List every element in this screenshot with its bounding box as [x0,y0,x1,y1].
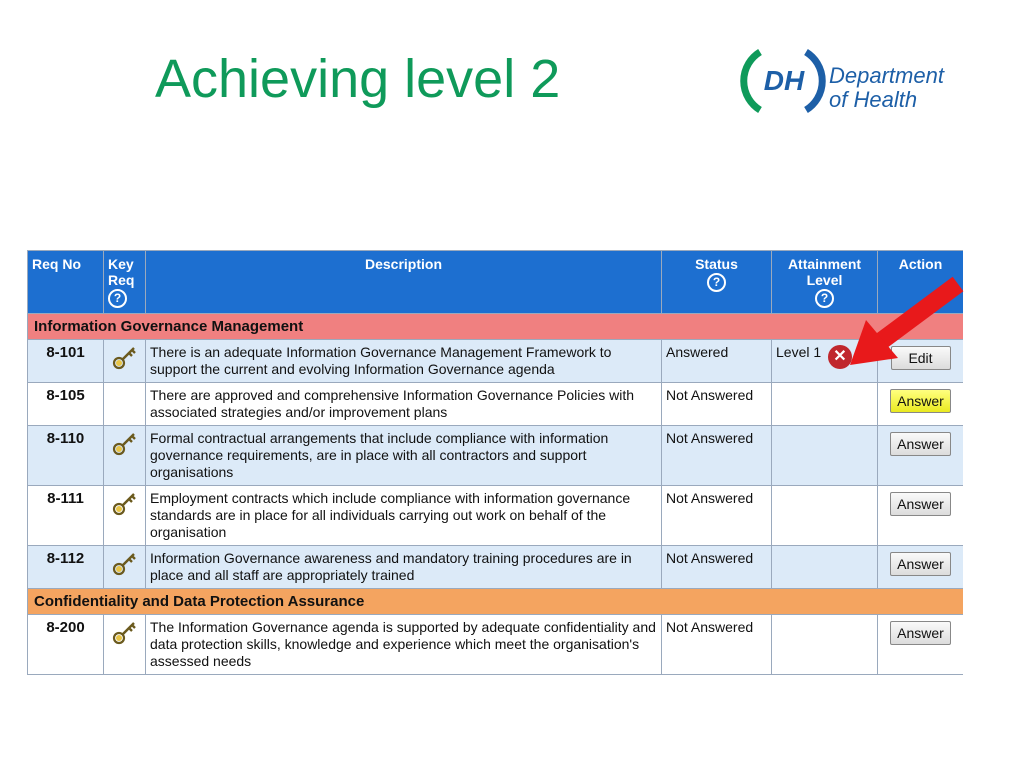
logo-text-department: Department [829,63,944,88]
status-value: Not Answered [662,546,772,589]
req-number: 8-110 [28,426,104,486]
requirement-description: Formal contractual arrangements that include compliance with information governance requirements, are in place with all contractors and support organisations [146,426,662,486]
section-header-ig-management: Information Governance Management [28,314,964,340]
svg-text:DH: DH [763,65,805,96]
header-key-req[interactable]: Key Req ? [104,251,146,314]
attainment-cell [772,426,878,486]
attainment-cell [772,615,878,675]
header-action: Action [878,251,964,314]
table-row [28,546,964,589]
req-number: 8-105 [28,383,104,426]
section-header-confidentiality: Confidentiality and Data Protection Assurance [28,589,964,615]
key-req-cell [104,546,146,589]
key-req-cell [104,615,146,675]
requirement-description: Information Governance awareness and mandatory training procedures are in place and all staff are appropriately trained [146,546,662,589]
table-header-row [28,251,964,314]
help-circle-icon[interactable]: ? [815,289,834,308]
dh-logo [738,42,978,120]
requirement-description: Employment contracts which include compliance with information governance standards are in place for all individuals carrying out work on behalf of the organisation [146,486,662,546]
action-cell [878,486,964,546]
table-row [28,383,964,426]
action-cell [878,615,964,675]
dh-logo-mark-icon [738,42,830,120]
status-value: Not Answered [662,615,772,675]
key-req-cell [104,486,146,546]
answer-button[interactable]: Answer [890,389,951,413]
key-req-cell [104,383,146,426]
requirement-description: The Information Governance agenda is supported by adequate confidentiality and data protection skills, knowledge and experience which meet the organisation's assessed needs [146,615,662,675]
status-value: Answered [662,340,772,383]
key-req-cell [104,340,146,383]
req-number: 8-112 [28,546,104,589]
header-req-no[interactable]: Req No [28,251,104,314]
x-circle-icon: ✕ [828,345,852,369]
requirement-description: There is an adequate Information Governance Management Framework to support the current and evolving Information Governance agenda [146,340,662,383]
key-icon [110,617,140,647]
header-status[interactable]: Status ? [662,251,772,314]
logo-text-of-health: of Health [829,87,918,112]
status-value: Not Answered [662,383,772,426]
req-number: 8-111 [28,486,104,546]
table-row [28,615,964,675]
answer-button[interactable]: Answer [890,432,951,456]
key-icon [110,488,140,518]
status-value: Not Answered [662,426,772,486]
status-value: Not Answered [662,486,772,546]
header-description[interactable]: Description [146,251,662,314]
red-arrow-icon [840,270,970,380]
key-req-cell [104,426,146,486]
header-attainment-level[interactable]: Attainment Level ? [772,251,878,314]
action-cell [878,383,964,426]
attainment-cell [772,383,878,426]
help-circle-icon[interactable]: ? [108,289,127,308]
attainment-value: Level 1 [776,344,822,360]
req-number: 8-101 [28,340,104,383]
action-cell [878,426,964,486]
help-circle-icon[interactable]: ? [707,273,726,292]
answer-button[interactable]: Answer [890,552,951,576]
answer-button[interactable]: Answer [890,621,951,645]
req-number: 8-200 [28,615,104,675]
answer-button[interactable]: Answer [890,492,951,516]
slide-title: Achieving level 2 [155,49,561,109]
edit-button[interactable]: Edit [891,346,951,370]
key-icon [110,548,140,578]
requirements-table [27,250,963,723]
key-icon [110,428,140,458]
action-cell [878,546,964,589]
key-icon [110,342,140,372]
table-row [28,486,964,546]
requirement-description: There are approved and comprehensive Information Governance Policies with associated strategies and/or improvement plans [146,383,662,426]
table-row [28,340,964,383]
attainment-cell [772,546,878,589]
table-row [28,426,964,486]
attainment-cell [772,486,878,546]
